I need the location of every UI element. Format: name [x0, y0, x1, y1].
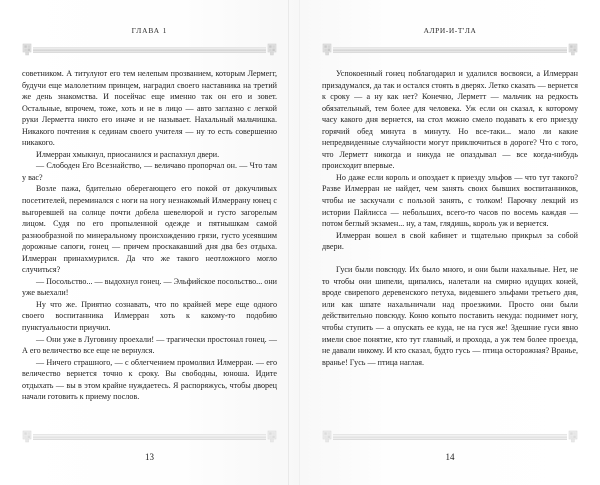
- ornament-endcap-right-icon: [565, 42, 578, 56]
- right-page-number: 14: [445, 452, 455, 462]
- left-header-ornament-rule: [22, 42, 277, 56]
- right-running-head: АЛРИ-И-Т'ЛА: [423, 26, 477, 35]
- paragraph: — Слободен Его Всезнайство, — величаво пропорчал он. — Что там у вас?: [22, 161, 277, 182]
- paragraph: — Посольство... — выдохнул гонец. — Эльфийское посольство... они уже выехали!: [22, 276, 277, 298]
- right-footer-ornament-rule: [322, 429, 578, 443]
- left-page-footer: [22, 429, 277, 463]
- ornament-endcap-right-icon: [264, 429, 277, 443]
- left-page-body: [22, 68, 277, 403]
- paragraph: Ну что же. Приятно сознавать, что по крайней мере еще одного своего воспитанника Илмерран хоть к какому-то подобию пунктуальности приучил.: [22, 299, 277, 333]
- right-page: [300, 0, 600, 485]
- left-page-number: 13: [145, 452, 154, 462]
- right-page-footer: [322, 429, 578, 463]
- left-footer-ornament-rule: [22, 429, 277, 443]
- right-page-body: [322, 68, 578, 368]
- ornament-bar: [33, 434, 266, 440]
- right-header-ornament-rule: [322, 42, 578, 56]
- paragraph: Возле пажа, бдительно оберегающего его покой от докучливых посетителей, переминался с ноги на ногу незнакомый Илмеррану юнец с выгоревшей на солнце почти добела шевелюрой и густо загорелым лицом. Судя по его пропыленной одежде и пятнышкам самой разнообразной по минеральному происхождению грязи, густо усеявшим дорожные сапоги, гонец — причем проскакавший дня два без отдыха. Илмерран принахмурился. Да что же такого неотложного могло случиться?: [22, 184, 277, 275]
- ornament-endcap-right-icon: [264, 42, 277, 56]
- left-running-head: ГЛАВА 1: [131, 26, 168, 35]
- paragraph: — Они уже в Луговину проехали! — трагически простонал гонец. — А его величество все еще не вернулся.: [22, 334, 277, 356]
- ornament-bar: [333, 47, 567, 53]
- paragraph: советником. А титулуют его тем нелепым прозванием, которым Лермегг, будучи еще малолетним принцем, наградил своего наставника на третий же день знакомства. И посейчас еще именно так он его и зовет. Остальные, впрочем, тоже, хоть и не в лицо — авто заглазно с легкой руки Лерметта никто его иначе и не называет. Нахальный мальчишка. Никакого почтения к сединам своего учителя — ну то есть совершенно никакого.: [22, 69, 277, 148]
- paragraph: Но даже если король и опоздает к приезду эльфов — что тут такого? Разве Илмерран не найдет, чем занять своих бывших воспитанников, чтобы не заскучали с пользой занять, с толком! Парочку лекций из истории Пайлисса — небольших, всего-то часов по восемь каждая — потом беглый экзамен... ну, а там, глядишь, король уж и вернется.: [322, 172, 578, 229]
- paragraph: — Ничего страшного, — с облегчением промолвил Илмерран. — его величество вернется точно к сроку. Вы свободны, юноша. Идите отдыхать — вы в этом крайне нуждаетесь. Я распоряжусь, чтобы дворец начали готовить к приему послов.: [22, 357, 277, 402]
- paragraph: Гуси были повсюду. Их было много, и они были нахальные. Нет, не то чтобы они шипели, щипались, налетали на смирно идущих коней, вроде свирепого деревенского петуха, видевшего эльфами третьего дня, или как шпате нахальничали над проезжими. Просто они были действительно повсюду. Коню копыто поставить некуда: поднимет ногу, чтобы ступить — а опускать ее куда, не на гуся же! Здешние гуси явно имели свое понятие, кто тут главный, и прохода, а уж тем более проезда, не давали никому. И кто сказал, будто гусь — птица осторожная? Вранье, вранье! Гусь — птица наглая.: [322, 265, 578, 367]
- ornament-endcap-right-icon: [565, 429, 578, 443]
- ornament-bar: [33, 47, 266, 53]
- paragraph: Успокоенный гонец поблагодарил и удалился восвояси, а Илмерран призадумался, да так и остался стоять в дверях. Летко сказать — вернется к сроку — а ну как нет? Конечно, Лерметт — мальчик на редкость обязательный, тем более для человека. Уж если он сказал, к которому часу какого дня вернется, на стол можно смело подавать к его приезду горячий обед минута в минуту. Но все-таки... мало ли какие непредвиденные случайности могут приключиться в дороге? Что с того, что Лерметт никогда и никуда не опаздывал — все когда-нибудь происходит впервые.: [322, 69, 578, 171]
- paragraph: Илмерран вошел в свой кабинет и тщательно прикрыл за собой двери.: [322, 230, 578, 252]
- ornament-bar: [333, 434, 567, 440]
- paragraph: Илмерран хмыкнул, приосанился и распахнул двери.: [36, 149, 220, 159]
